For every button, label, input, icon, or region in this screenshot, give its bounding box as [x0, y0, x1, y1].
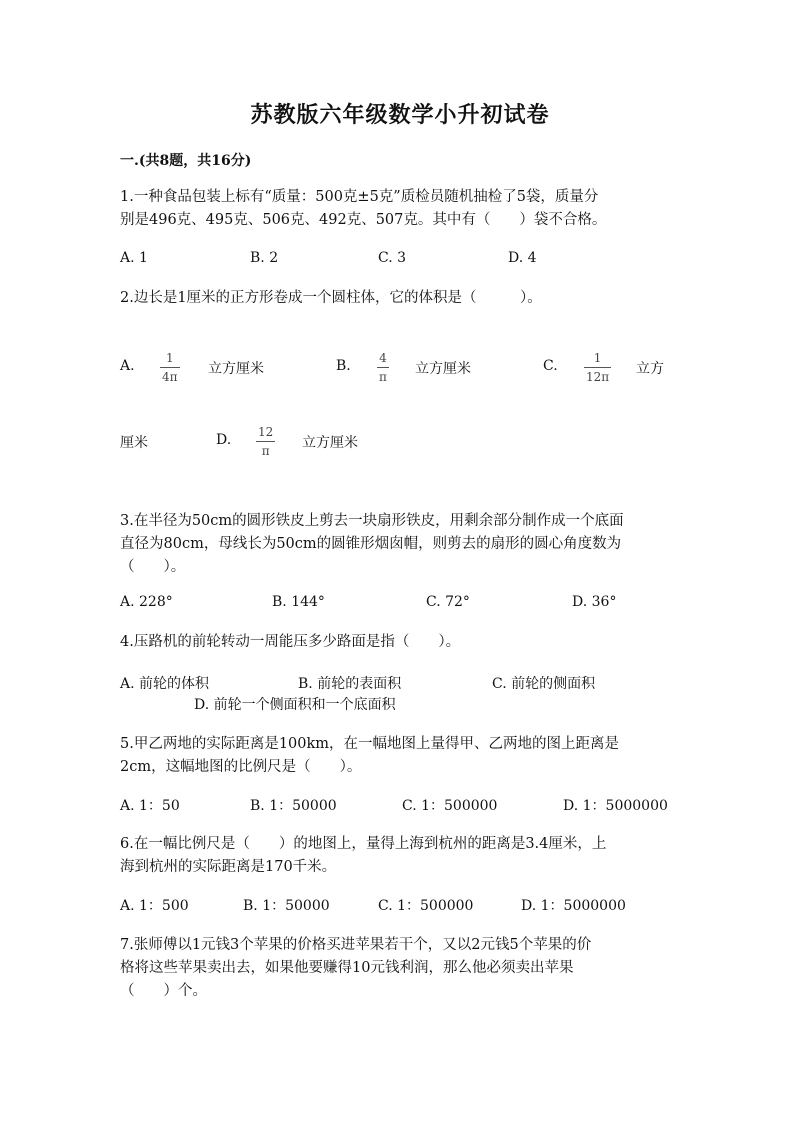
question-2-option-d-fraction [256, 425, 275, 458]
question-2-option-a-label: A. [120, 358, 135, 374]
question-7-line-1: 7.张师傅以1元钱3个苹果的价格买进苹果若干个，又以2元钱5个苹果的价 [120, 937, 592, 953]
question-3-option-b: B. 144° [272, 594, 325, 610]
question-6-line-2: 海到杭州的实际距离是170千米。 [120, 859, 337, 875]
fraction-numerator: 12 [258, 425, 274, 439]
question-6-line-1: 6.在一幅比例尺是（ ）的地图上，量得上海到杭州的距离是3.4厘米，上 [120, 836, 607, 852]
fraction-denominator: π [379, 370, 387, 384]
question-5-line-2: 2cm，这幅地图的比例尺是（ ）。 [120, 759, 362, 775]
question-3-option-a: A. 228° [120, 594, 173, 610]
section-heading: 一.(共8题，共16分) [120, 153, 252, 169]
question-4-option-b: B. 前轮的表面积 [298, 676, 402, 692]
question-2-option-b-fraction [377, 351, 389, 384]
question-5-option-a: A. 1：50 [120, 798, 180, 814]
question-4-option-a: A. 前轮的体积 [120, 676, 210, 692]
question-2-option-d-unit: 立方厘米 [302, 435, 358, 451]
fraction-denominator: 4π [162, 370, 178, 384]
question-2-option-d-label: D. [216, 432, 232, 448]
fraction-numerator: 4 [379, 351, 387, 365]
question-7-line-3: （ ）个。 [120, 983, 207, 999]
question-3-line-1: 3.在半径为50cm的圆形铁皮上剪去一块扇形铁皮，用剩余部分制作成一个底面 [120, 513, 624, 529]
fraction-bar [160, 367, 180, 368]
question-1-option-c: C. 3 [378, 250, 407, 266]
question-4-option-c: C. 前轮的侧面积 [492, 676, 596, 692]
fraction-denominator: π [261, 444, 270, 458]
question-3-option-d: D. 36° [572, 594, 617, 610]
fraction-bar [584, 367, 611, 368]
question-3-line-3: （ ）。 [120, 559, 186, 575]
fraction-bar [256, 441, 275, 442]
question-2-option-c-label: C. [543, 358, 558, 374]
fraction-numerator: 1 [165, 351, 174, 365]
question-7-line-2: 格将这些苹果卖出去，如果他要赚得10元钱利润，那么他必须卖出苹果 [120, 960, 574, 976]
question-6-option-c: C. 1：500000 [378, 898, 474, 914]
question-2-line-1: 2.边长是1厘米的正方形卷成一个圆柱体，它的体积是（ ）。 [120, 290, 542, 306]
question-1-option-a: A. 1 [120, 250, 148, 266]
question-5-option-d: D. 1：5000000 [563, 798, 668, 814]
question-2-option-a-fraction [160, 351, 180, 384]
question-6-option-b: B. 1：50000 [243, 898, 330, 914]
question-5-option-c: C. 1：500000 [402, 798, 498, 814]
question-2-option-b-label: B. [336, 358, 351, 374]
question-5-option-b: B. 1：50000 [250, 798, 337, 814]
fraction-bar [377, 367, 389, 368]
question-1-option-d: D. 4 [508, 250, 537, 266]
question-2-option-c-fraction [584, 351, 611, 384]
question-6-option-d: D. 1：5000000 [521, 898, 626, 914]
question-3-line-2: 直径为80cm，母线长为50cm的圆锥形烟囱帽，则剪去的扇形的圆心角度数为 [120, 536, 622, 552]
question-6-option-a: A. 1：500 [120, 898, 189, 914]
question-4-option-d: D. 前轮一个侧面积和一个底面积 [194, 697, 396, 713]
question-5-line-1: 5.甲乙两地的实际距离是100km，在一幅地图上量得甲、乙两地的图上距离是 [120, 736, 620, 752]
page-title: 苏教版六年级数学小升初试卷 [250, 102, 550, 128]
question-2-option-a-unit: 立方厘米 [208, 361, 264, 377]
question-2-option-b-unit: 立方厘米 [415, 361, 471, 377]
question-4-line-1: 4.压路机的前轮转动一周能压多少路面是指（ ）。 [120, 634, 461, 650]
question-2-option-c-unit-continued: 厘米 [120, 435, 148, 451]
question-2-option-c-unit: 立方 [636, 361, 664, 377]
question-3-option-c: C. 72° [426, 594, 470, 610]
question-1-option-b: B. 2 [250, 250, 279, 266]
fraction-denominator: 12π [586, 370, 610, 384]
question-1-line-1: 1.一种食品包装上标有“质量：500克±5克”质检员随机抽检了5袋，质量分 [120, 189, 599, 205]
question-1-line-2: 别是496克、495克、506克、492克、507克。其中有（ ）袋不合格。 [120, 212, 607, 228]
fraction-numerator: 1 [593, 351, 602, 365]
